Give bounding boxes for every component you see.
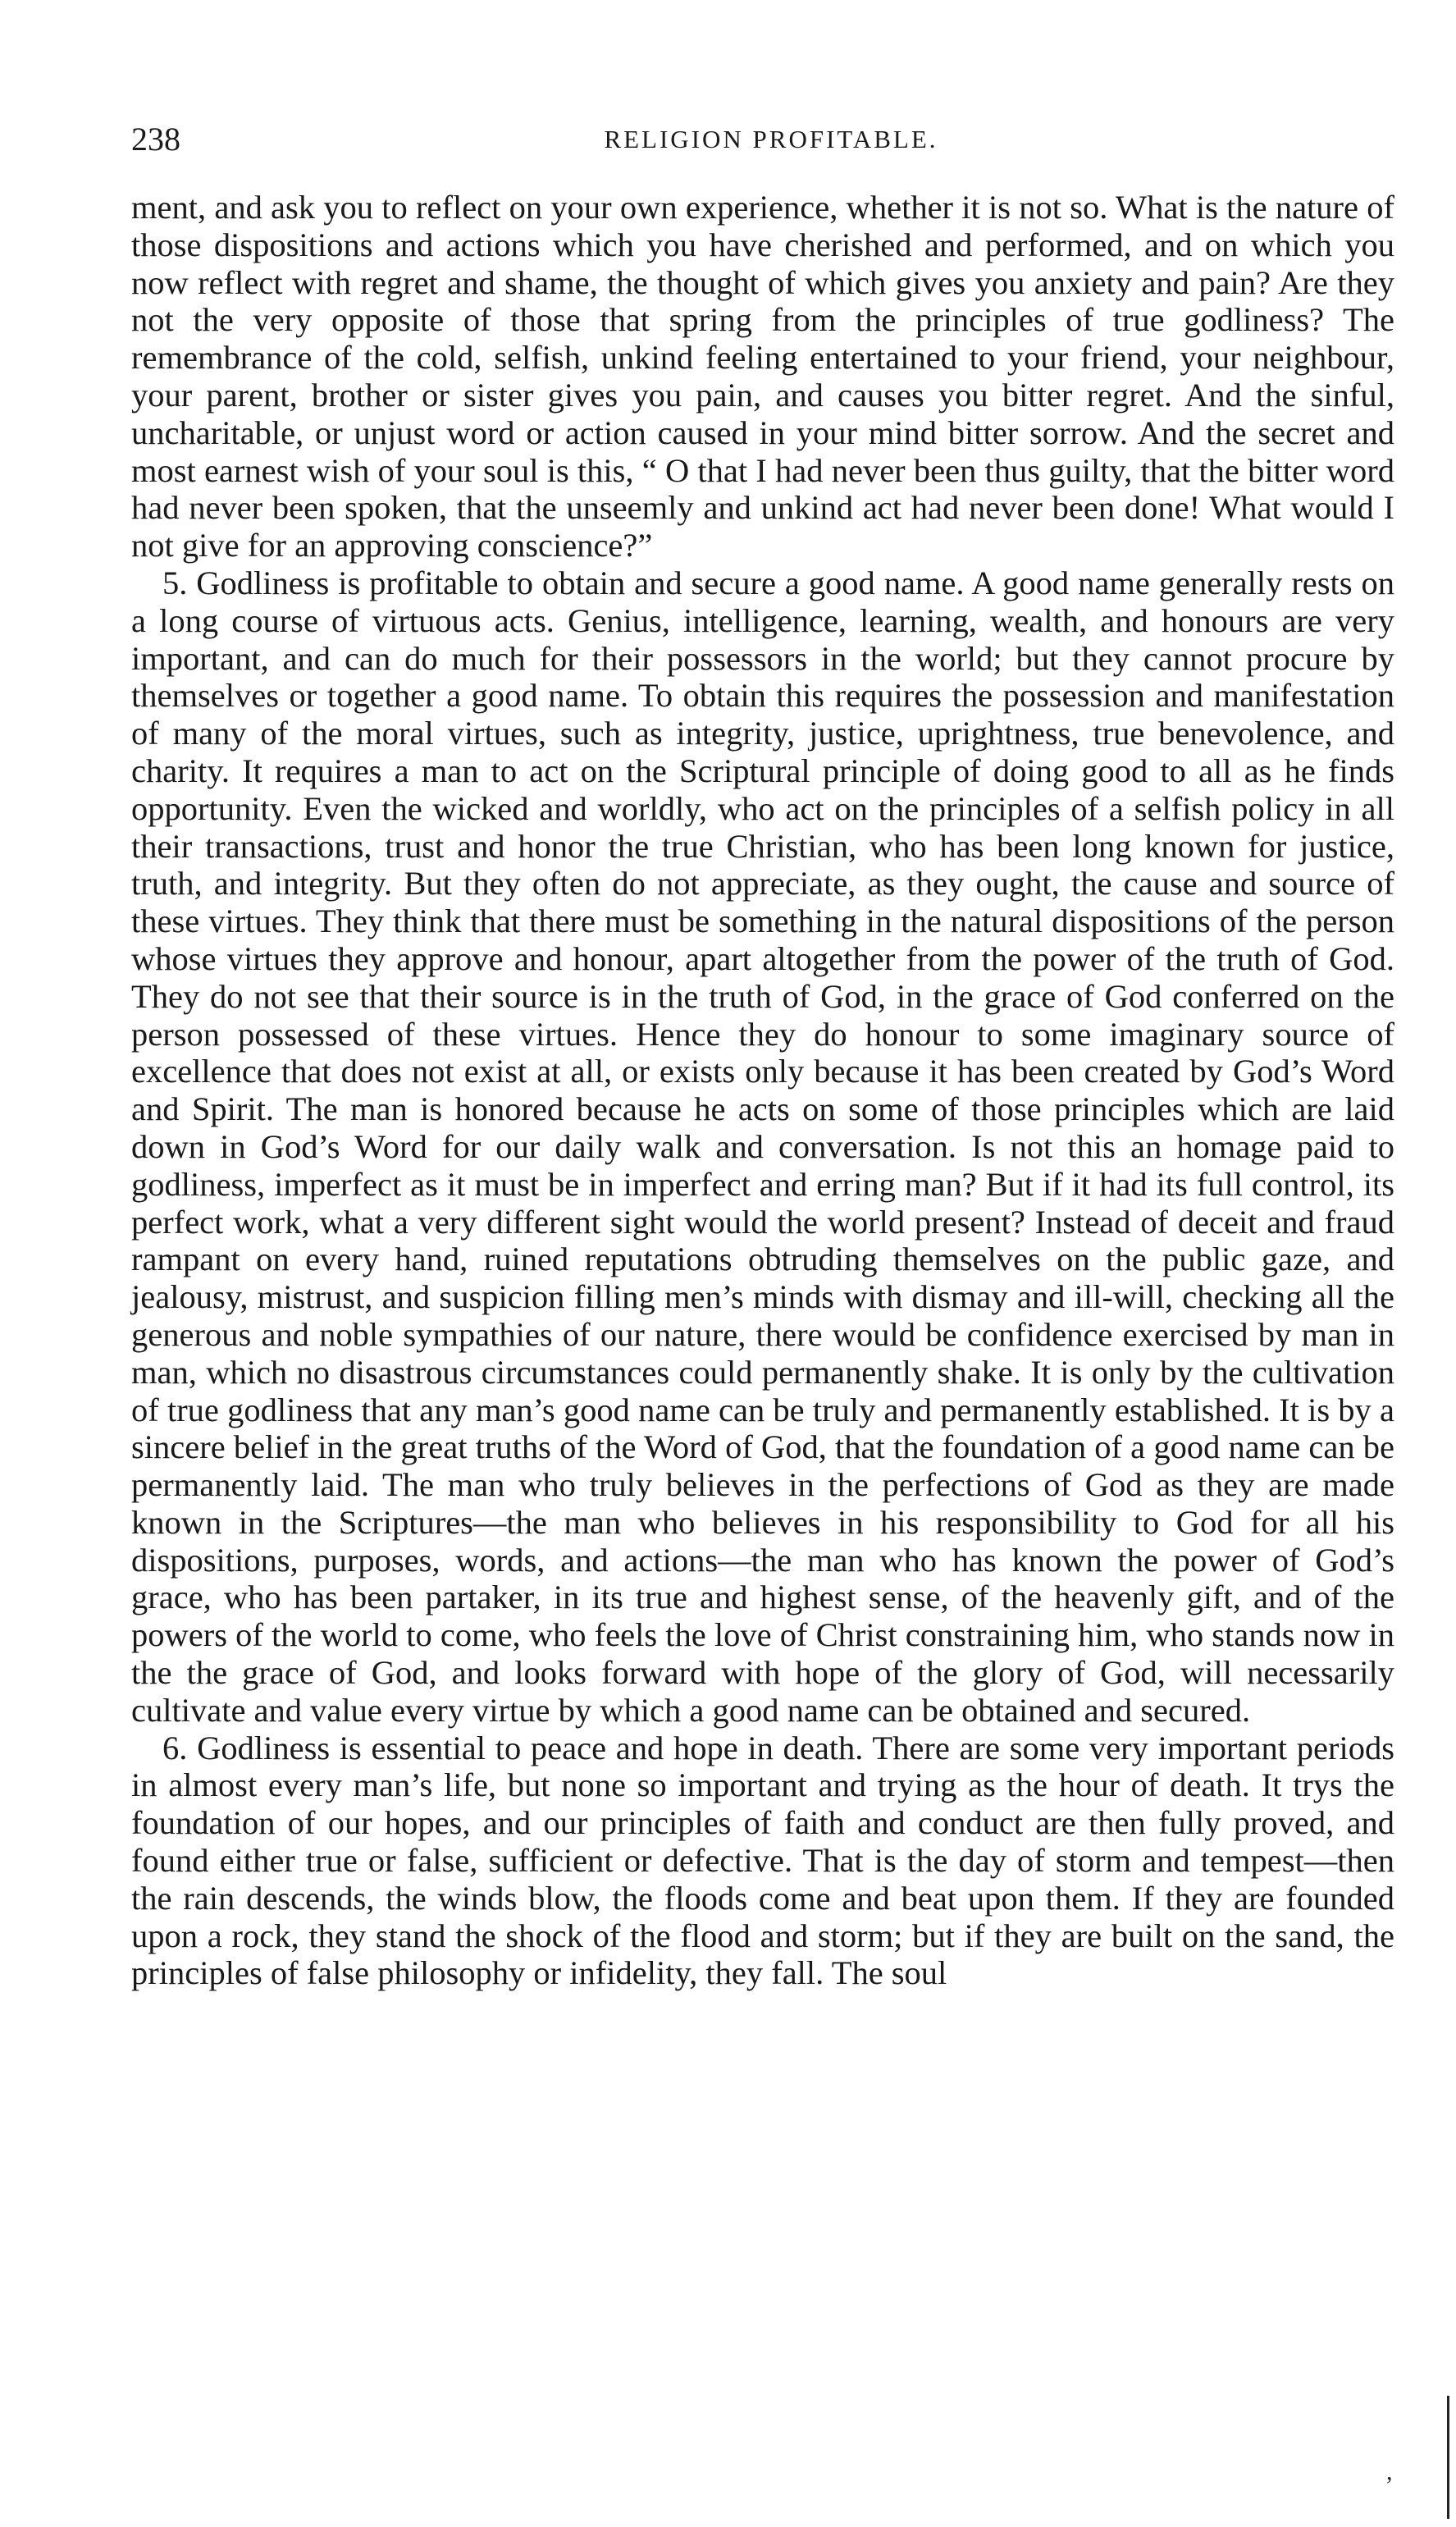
page-number: 238 <box>131 121 180 158</box>
paragraph-continued: ment, and ask you to reflect on your own experience, whether it is not so. What is the nature of those dispositions and actions which you have cherished and performed, and on which you now reflect with regret and shame, the thought of which gives you anxiety and pain? Are they not the very opposite of those that spring from the principles of true godliness? The remembrance of the cold, selfish, unkind feeling entertained to your friend, your neighbour, your parent, brother or sister gives you pain, and causes you bitter regret. And the sinful, uncharitable, or unjust word or action caused in your mind bitter sorrow. And the secret and most earnest wish of your soul is this, “ O that I had never been thus guilty, that the bitter word had never been spoken, that the unseemly and unkind act had never been done! What would I not give for an approving conscience?” <box>131 189 1394 564</box>
body-text <box>131 189 1394 1992</box>
paragraph-peace-in-death: 6. Godliness is essential to peace and hope in death. There are some very important periods in almost every man’s life, but none so important and trying as the hour of death. It trys the foundation of our hopes, and our principles of faith and conduct are then fully proved, and found either true or false, sufficient or defective. That is the day of storm and tempest—then the rain descends, the winds blow, the floods come and beat upon them. If they are founded upon a rock, they stand the shock of the flood and storm; but if they are built on the sand, the principles of false philosophy or infidelity, they fall. The soul <box>131 1729 1394 1992</box>
stray-ink-mark: , <box>1386 2458 1393 2485</box>
book-page <box>131 115 1394 1992</box>
paragraph-good-name: 5. Godliness is profitable to obtain and secure a good name. A good name generally rests on a long course of virtuous acts. Genius, intelligence, learning, wealth, and honours are very important, and can do much for their possessors in the world; but they cannot procure by themselves or together a good name. To obtain this requires the possession and manifestation of many of the moral virtues, such as integrity, justice, uprightness, true benevolence, and charity. It requires a man to act on the Scriptural principle of doing good to all as he finds opportunity. Even the wicked and worldly, who act on the principles of a selfish policy in all their transactions, trust and honor the true Christian, who has been long known for justice, truth, and integrity. But they often do not appreciate, as they ought, the cause and source of these virtues. They think that there must be something in the natural dispositions of the person whose virtues they approve and honour, apart altogether from the power of the truth of God. They do not see that their source is in the truth of God, in the grace of God conferred on the person possessed of these virtues. Hence they do honour to some imaginary source of excellence that does not exist at all, or exists only because it has been created by God’s Word and Spirit. The man is honored because he acts on some of those principles which are laid down in God’s Word for our daily walk and conversation. Is not this an homage paid to godliness, imperfect as it must be in imperfect and erring man? But if it had its full control, its perfect work, what a very different sight would the world present? Instead of deceit and fraud rampant on every hand, ruined reputations obtruding themselves on the public gaze, and jealousy, mistrust, and suspicion filling men’s minds with dismay and ill-will, checking all the generous and noble sympathies of our nature, there would be confidence exercised by man in man, which no disastrous circumstances could permanently shake. It is only by the cultivation of true godliness that any man’s good name can be truly and permanently established. It is by a sincere belief in the great truths of the Word of God, that the foundation of a good name can be permanently laid. The man who truly believes in the perfections of God as they are made known in the Scriptures—the man who believes in his responsibility to God for all his dispositions, purposes, words, and actions—the man who has known the power of God’s grace, who has been partaker, in its true and highest sense, of the heavenly gift, and of the powers of the world to come, who feels the love of Christ constraining him, who stands now in the the grace of God, and looks forward with hope of the glory of God, will necessarily cultivate and value every virtue by which a good name can be obtained and secured. <box>131 564 1394 1729</box>
running-head <box>131 115 1394 164</box>
page-edge-mark <box>1447 2396 1449 2519</box>
running-title: RELIGION PROFITABLE. <box>604 125 938 153</box>
